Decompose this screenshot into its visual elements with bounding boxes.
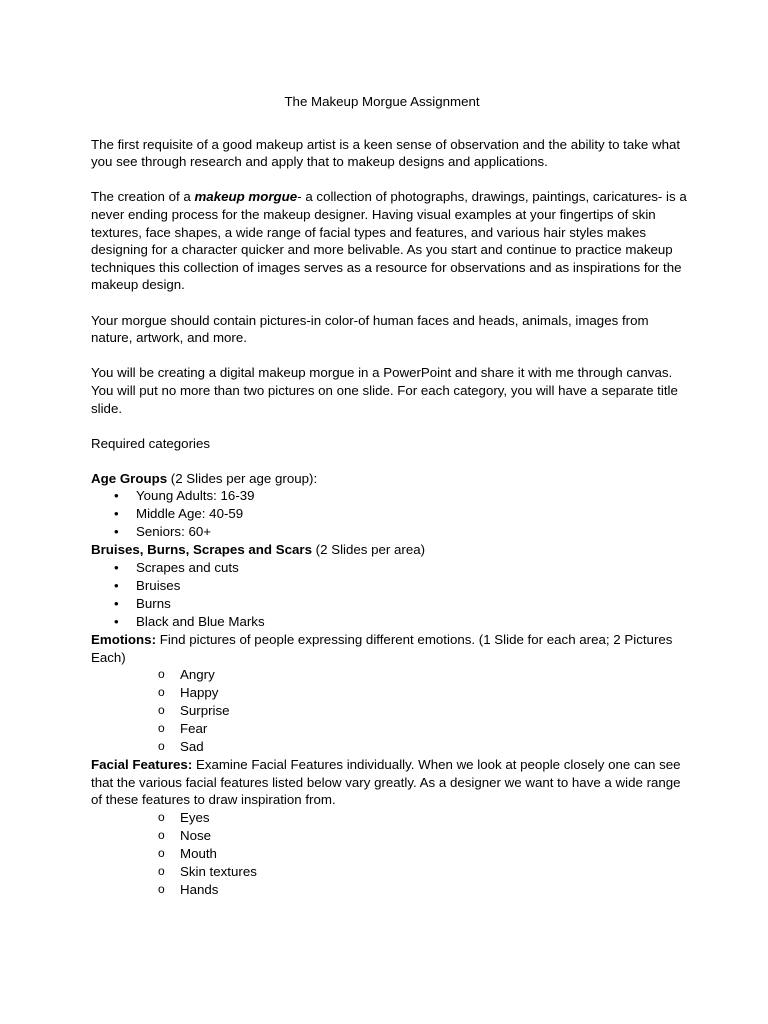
bruises-heading (91, 541, 691, 559)
list-item: o Mouth (91, 845, 691, 863)
required-categories-label: Required categories (91, 435, 211, 451)
list-item: o Hands (91, 881, 691, 899)
contents-paragraph: Your morgue should contain pictures-in color-of human faces and heads, animals, images from nature, artwork, and more. (91, 312, 649, 346)
list-item: o Skin textures (91, 863, 691, 881)
emotions-title: Emotions: (91, 632, 157, 648)
list-item: • Bruises (91, 577, 691, 595)
document-body (91, 93, 691, 899)
list-item: o Fear (91, 720, 691, 738)
age-groups-list (91, 487, 691, 541)
morgue-paragraph (91, 188, 691, 294)
list-item: o Eyes (91, 809, 691, 827)
age-groups-note: (2 Slides per age group): (167, 470, 318, 486)
facial-features-note: Examine Facial Features individually. When we look at people closely one can see that the various facial features listed below vary greatly. As a designer we want to have a wide range of these features to draw inspiration from. (91, 757, 681, 808)
list-item: • Young Adults: 16-39 (91, 487, 691, 505)
list-item: o Sad (91, 738, 691, 756)
facial-features-list (91, 809, 691, 899)
document-title: The Makeup Morgue Assignment (284, 94, 480, 109)
emotions-list (91, 666, 691, 756)
makeup-morgue-term: makeup morgue (194, 189, 298, 205)
powerpoint-paragraph: You will be creating a digital makeup morgue in a PowerPoint and share it with me through canvas. You will put no more than two pictures on one slide. For each category, you will have a separate title slide. (91, 365, 678, 416)
emotions-heading (91, 631, 691, 666)
intro-paragraph: The first requisite of a good makeup artist is a keen sense of observation and the ability to take what you see through research and apply that to makeup designs and applications. (91, 136, 681, 170)
morgue-paragraph-rest: - a collection of photographs, drawings, paintings, caricatures- is a never ending process for the makeup designer. Having visual examples at your fingertips of skin textures, face shapes, a wide range of facial types and features, and various hair styles makes designing for a character quicker and more belivable. As you start and continue to practice makeup techniques this collection of images serves as a resource for observations and as inspirations for the makeup design. (91, 189, 687, 293)
morgue-paragraph-lead: The creation of a (91, 189, 195, 205)
list-item: o Happy (91, 684, 691, 702)
age-groups-heading (91, 470, 691, 488)
list-item: • Black and Blue Marks (91, 613, 691, 631)
age-groups-title: Age Groups (91, 470, 168, 486)
list-item: o Nose (91, 827, 691, 845)
list-item: o Surprise (91, 702, 691, 720)
bruises-list (91, 559, 691, 631)
list-item: • Burns (91, 595, 691, 613)
bruises-note: (2 Slides per area) (311, 542, 426, 558)
list-item: • Seniors: 60+ (91, 523, 691, 541)
list-item: • Middle Age: 40-59 (91, 505, 691, 523)
list-item: o Angry (91, 666, 691, 684)
emotions-note: Find pictures of people expressing different emotions. (1 Slide for each area; 2 Pictures Each) (91, 632, 673, 665)
facial-features-paragraph (91, 756, 691, 809)
list-item: • Scrapes and cuts (91, 559, 691, 577)
bruises-title: Bruises, Burns, Scrapes and Scars (91, 542, 312, 558)
facial-features-title: Facial Features: (91, 757, 193, 773)
